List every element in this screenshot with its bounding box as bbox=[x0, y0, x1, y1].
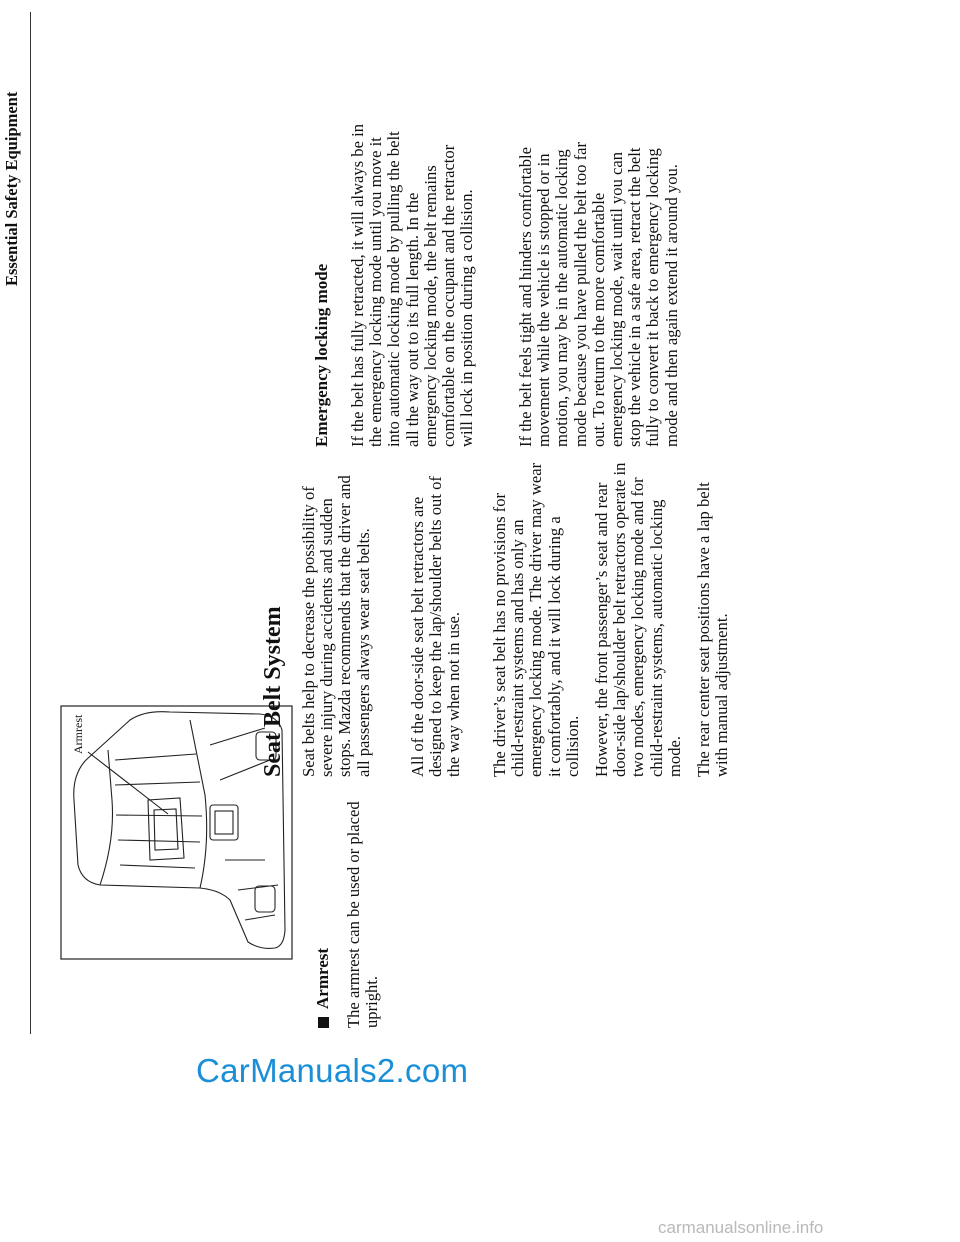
rear-seat-drawing bbox=[60, 705, 293, 960]
armrest-illustration bbox=[60, 705, 293, 960]
seat-belt-title: Seat Belt System bbox=[260, 606, 286, 777]
emergency-paragraph-2: If the belt feels tight and hinders comfortable movement while the vehicle is stopped or in motion, you may be in the automatic locking mode because you have pulled the belt too far out. To return to the more comfortable emergency locking mode, wait until you can stop the vehicle in a safe area, retract the belt fully to convert it back to emergency locking mode and then again extend it around you. bbox=[516, 141, 681, 447]
seat-belt-paragraph-3: The driver’s seat belt has no provisions for child-restraint systems and has only an emergency locking mode. The driver may wear it comfortably, and it will lock during a collision. bbox=[490, 462, 582, 777]
carmanualsonline-watermark: carmanualsonline.info bbox=[658, 1218, 824, 1237]
carmanuals2-watermark: CarManuals2.com bbox=[196, 1052, 469, 1089]
armrest-text: The armrest can be used or placed upright. bbox=[344, 801, 382, 1028]
bullet-square-icon bbox=[318, 1017, 329, 1028]
emergency-paragraph-1: If the belt has fully retracted, it will always be in the emergency locking mode until you move it into automatic locking mode by pulling the belt all the way out to its full length. In the emergency locking mode, the belt remains comfortable on the occupant and the retractor will lock in position during a collision. bbox=[348, 123, 477, 447]
seat-belt-paragraph-2: All of the door-side seat belt retractors are designed to keep the lap/shoulder belts out of the way when not in use. bbox=[408, 476, 464, 777]
header-rule bbox=[30, 12, 31, 1034]
armrest-callout-label: Armrest bbox=[71, 714, 85, 754]
seat-belt-paragraph-5: The rear center seat positions have a lap belt with manual adjustment. bbox=[694, 482, 732, 777]
seat-belt-paragraph-4: However, the front passenger’s seat and rear door-side lap/shoulder belt retractors operate in two modes, emergency locking mode and for child-restraint systems, automatic locking mode. bbox=[592, 462, 684, 777]
section-header: Essential Safety Equipment bbox=[2, 91, 21, 286]
emergency-heading: Emergency locking mode bbox=[312, 263, 331, 447]
armrest-heading-text: Armrest bbox=[313, 947, 332, 1009]
seat-belt-paragraph-1: Seat belts help to decrease the possibility of severe injury during accidents and sudden stops. Mazda recommends that the driver and all passengers always wear seat belts. bbox=[299, 475, 373, 777]
armrest-heading bbox=[313, 948, 333, 1028]
